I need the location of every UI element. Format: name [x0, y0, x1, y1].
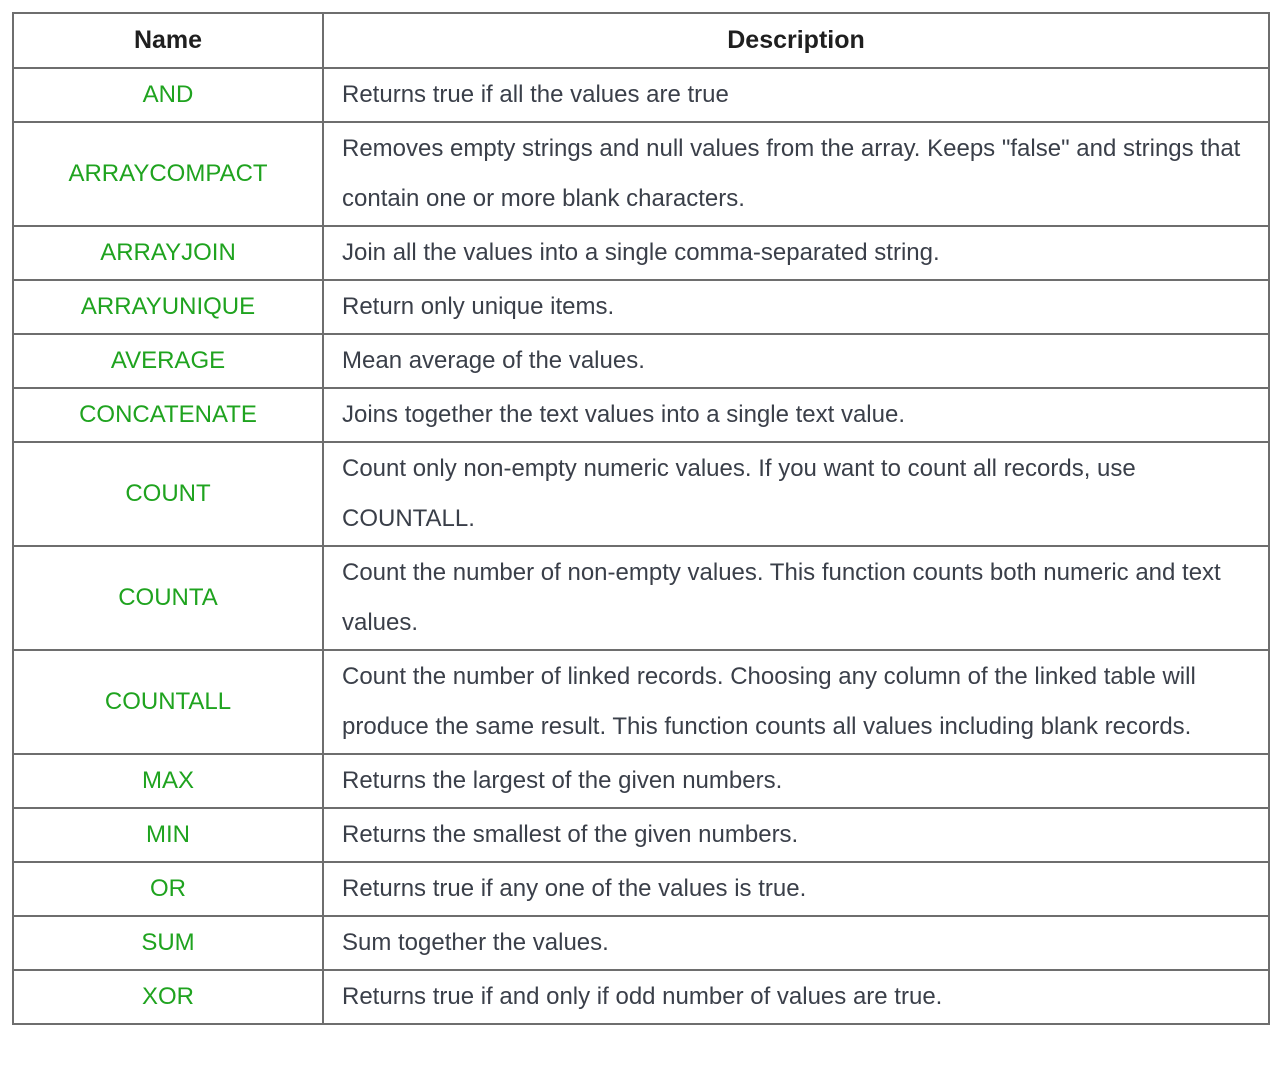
function-description: Count the number of non-empty values. This function counts both numeric and text values. — [323, 546, 1269, 650]
function-description: Mean average of the values. — [323, 334, 1269, 388]
function-name: COUNT — [13, 442, 323, 546]
column-header-description: Description — [323, 13, 1269, 68]
function-name: COUNTA — [13, 546, 323, 650]
function-name: AND — [13, 68, 323, 122]
function-description: Join all the values into a single comma-separated string. — [323, 226, 1269, 280]
function-description: Returns the largest of the given numbers. — [323, 754, 1269, 808]
table-row — [13, 122, 1269, 226]
function-description: Returns true if all the values are true — [323, 68, 1269, 122]
function-description: Removes empty strings and null values from the array. Keeps "false" and strings that contain one or more blank characters. — [323, 122, 1269, 226]
header-row — [13, 13, 1269, 68]
function-name: SUM — [13, 916, 323, 970]
table-row — [13, 808, 1269, 862]
function-description: Returns the smallest of the given numbers. — [323, 808, 1269, 862]
function-description: Returns true if any one of the values is true. — [323, 862, 1269, 916]
function-name: OR — [13, 862, 323, 916]
function-name: AVERAGE — [13, 334, 323, 388]
function-description: Return only unique items. — [323, 280, 1269, 334]
function-name: MIN — [13, 808, 323, 862]
function-name: COUNTALL — [13, 650, 323, 754]
function-name: XOR — [13, 970, 323, 1024]
table-row — [13, 334, 1269, 388]
functions-table — [12, 12, 1270, 1025]
table-row — [13, 862, 1269, 916]
table-row — [13, 546, 1269, 650]
table-row — [13, 754, 1269, 808]
function-name: MAX — [13, 754, 323, 808]
table-row — [13, 226, 1269, 280]
function-name: ARRAYCOMPACT — [13, 122, 323, 226]
function-name: ARRAYUNIQUE — [13, 280, 323, 334]
table-row — [13, 970, 1269, 1024]
function-description: Count only non-empty numeric values. If you want to count all records, use COUNTALL. — [323, 442, 1269, 546]
function-name: ARRAYJOIN — [13, 226, 323, 280]
table-row — [13, 650, 1269, 754]
function-description: Joins together the text values into a single text value. — [323, 388, 1269, 442]
table-row — [13, 442, 1269, 546]
table-row — [13, 68, 1269, 122]
table-row — [13, 916, 1269, 970]
function-description: Count the number of linked records. Choosing any column of the linked table will produce the same result. This function counts all values including blank records. — [323, 650, 1269, 754]
function-description: Sum together the values. — [323, 916, 1269, 970]
table-row — [13, 280, 1269, 334]
function-description: Returns true if and only if odd number of values are true. — [323, 970, 1269, 1024]
column-header-name: Name — [13, 13, 323, 68]
table-row — [13, 388, 1269, 442]
function-name: CONCATENATE — [13, 388, 323, 442]
